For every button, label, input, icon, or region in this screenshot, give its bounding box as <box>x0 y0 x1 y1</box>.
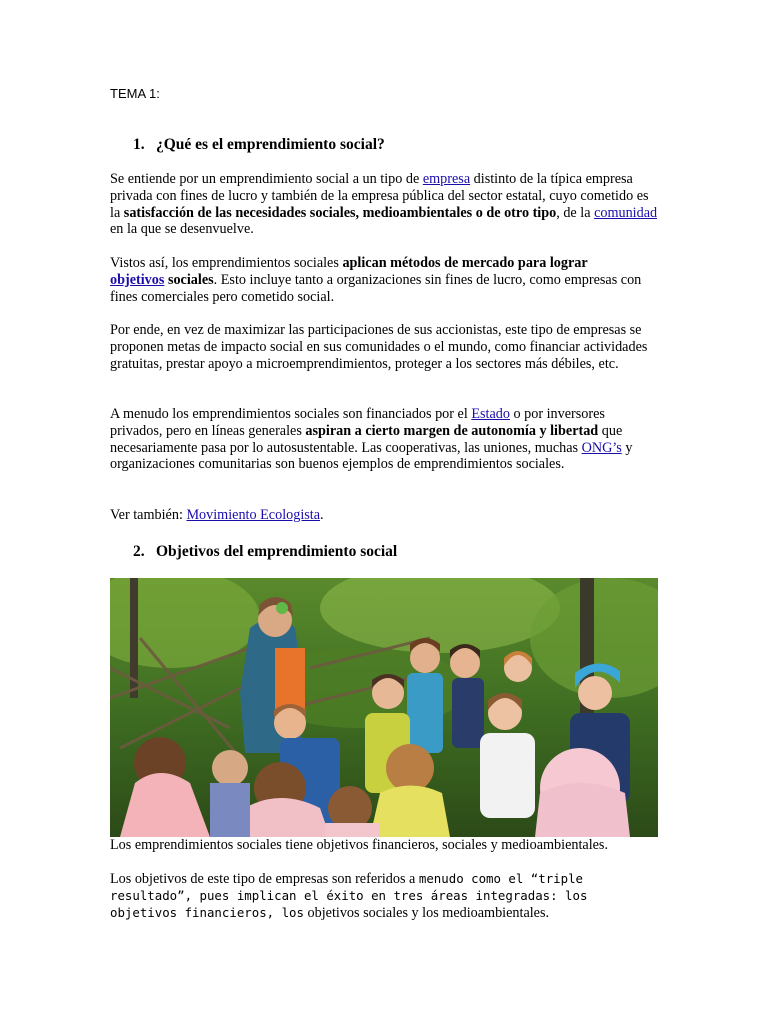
text-span: Se entiende por un emprendimiento social a un tipo de <box>110 171 423 187</box>
text-span: . <box>320 507 324 523</box>
section-heading-1 <box>133 136 385 154</box>
section-heading-2 <box>133 543 397 561</box>
text-span: Vistos así, los emprendimientos sociales <box>110 255 343 271</box>
link-objetivos[interactable]: objetivos <box>110 271 165 288</box>
paragraph-definition <box>110 171 660 238</box>
bold-span: satisfacción de las necesidades sociales, medioambientales o de otro tipo <box>123 204 557 221</box>
bold-span: aplican métodos de mercado para lograr <box>342 255 588 271</box>
text-span: o por inversores privados, pero en líneas generales <box>110 406 605 439</box>
text-span: menudo como el “triple resultado”, pues implican el éxito en tres áreas integradas: los objetivos financieros, los <box>110 871 588 920</box>
text-span: Los objetivos de este tipo de empresas son referidos a <box>110 871 419 887</box>
bold-span: sociales <box>164 271 214 288</box>
link-empresa[interactable]: empresa <box>422 171 471 187</box>
paragraph-impact <box>110 322 660 372</box>
text-span: Por ende, en vez de maximizar las participaciones de sus accionistas, este tipo de empresas se proponen metas de impacto social en sus comunidades o el mundo, como financiar actividades gratuitas, prestar apoyo a microemprendimientos, proteger a los sectores más débiles, etc. <box>110 322 648 372</box>
paragraph-see-also <box>110 507 660 524</box>
text-span: , de la <box>556 204 595 221</box>
link-movimiento-ecologista[interactable]: Movimiento Ecologista <box>186 507 321 523</box>
paragraph-triple-result <box>110 871 660 921</box>
topic-label: TEMA 1: <box>110 86 160 101</box>
paragraph-financing <box>110 406 660 473</box>
heading-text: Objetivos del emprendimiento social <box>156 543 398 560</box>
text-span: objetivos sociales y los medioambientales. <box>303 904 550 921</box>
paragraph-market-methods <box>110 255 660 305</box>
children-outdoor-photo <box>110 578 658 837</box>
text-span: . Esto incluye tanto a organizaciones sin fines de lucro, como empresas con fines comerciales pero cometido social. <box>110 271 642 305</box>
link-ongs[interactable]: ONG’s <box>581 439 622 456</box>
text-span: distinto de la típica empresa privada con fines de lucro y también de la empresa pública del sector estatal, cuyo cometido es la <box>110 171 649 221</box>
text-span: en la que se desenvuelve. <box>110 221 254 238</box>
link-comunidad[interactable]: comunidad <box>594 204 658 221</box>
text-span: que necesariamente pasa por lo autosustentable. Las cooperativas, las uniones, muchas <box>110 422 623 456</box>
heading-number: 2. <box>133 543 145 560</box>
bold-span: aspiran a cierto margen de autonomía y libertad <box>305 422 599 439</box>
heading-number: 1. <box>133 136 145 153</box>
text-span: A menudo los emprendimientos sociales son financiados por el <box>110 406 472 422</box>
photo-caption: Los emprendimientos sociales tiene objetivos financieros, sociales y medioambientales. <box>110 837 609 853</box>
text-span: Ver también: <box>110 507 187 523</box>
heading-text: ¿Qué es el emprendimiento social? <box>156 136 385 153</box>
link-estado[interactable]: Estado <box>471 406 510 422</box>
text-span: y organizaciones comunitarias son buenos ejemplos de emprendimientos sociales. <box>110 439 633 473</box>
